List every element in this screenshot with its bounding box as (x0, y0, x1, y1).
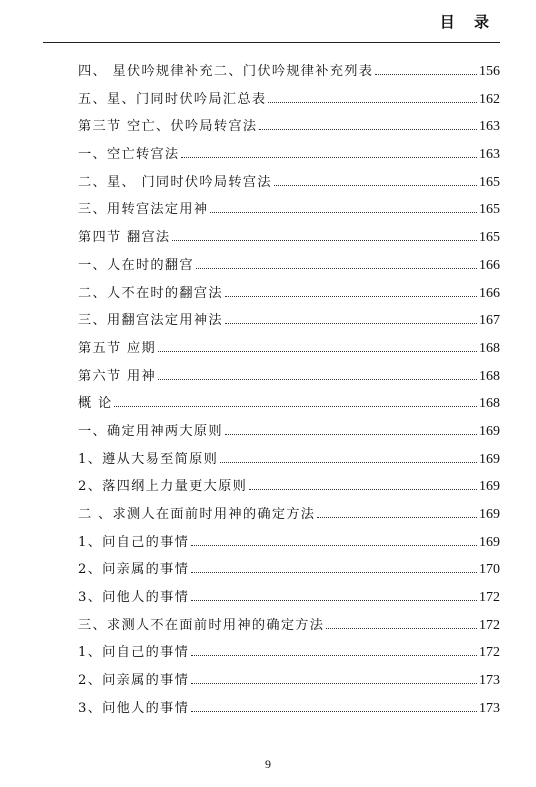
toc-entry-label: 五、星、门同时伏吟局汇总表 (78, 91, 267, 107)
toc-entry[interactable] (78, 641, 500, 669)
toc-dot-leader (181, 157, 477, 158)
toc-dot-leader (274, 185, 477, 186)
toc-entry-label: 二、星、 门同时伏吟局转宫法 (78, 174, 272, 190)
toc-entry[interactable] (78, 309, 500, 337)
toc-entry[interactable] (78, 365, 500, 393)
toc-entry-label: 3、问他人的事情 (78, 590, 190, 606)
toc-entry-page: 173 (479, 673, 500, 689)
toc-entry[interactable] (78, 614, 500, 642)
toc-entry-label: 2、问亲属的事情 (78, 562, 190, 578)
toc-entry[interactable] (78, 282, 500, 310)
toc-entry-page: 172 (479, 645, 500, 661)
toc-entry-page: 172 (479, 617, 500, 633)
toc-entry[interactable] (78, 558, 500, 586)
toc-entry-label: 第三节 空亡、伏吟局转宫法 (78, 119, 258, 135)
toc-entry-label: 2、问亲属的事情 (78, 673, 190, 689)
toc-entry-page: 167 (479, 313, 500, 329)
toc-entry-page: 168 (479, 396, 500, 412)
toc-dot-leader (220, 462, 477, 463)
toc-entry-label: 1、遵从大易至简原则 (78, 451, 219, 467)
toc-entry-page: 169 (479, 423, 500, 439)
toc-dot-leader (259, 129, 477, 130)
toc-dot-leader (158, 351, 477, 352)
toc-entry-page: 172 (479, 590, 500, 606)
toc-entry[interactable] (78, 420, 500, 448)
toc-dot-leader (114, 406, 477, 407)
toc-entry[interactable] (78, 171, 500, 199)
toc-dot-leader (225, 323, 477, 324)
toc-entry[interactable] (78, 60, 500, 88)
toc-entry-page: 168 (479, 340, 500, 356)
toc-entry-page: 170 (479, 562, 500, 578)
toc-entry-label: 三、求测人不在面前时用神的确定方法 (78, 617, 325, 633)
toc-entry-page: 168 (479, 368, 500, 384)
toc-entry-label: 第四节 翻宫法 (78, 230, 171, 246)
toc-entry-page: 162 (479, 91, 500, 107)
header-title: 目 录 (439, 13, 496, 31)
toc-dot-leader (225, 434, 477, 435)
toc-entry-label: 一、空亡转宫法 (78, 147, 180, 163)
toc-dot-leader (191, 683, 477, 684)
header-divider (43, 42, 500, 43)
toc-entry-page: 165 (479, 202, 500, 218)
toc-entry[interactable] (78, 586, 500, 614)
toc-entry[interactable] (78, 115, 500, 143)
toc-dot-leader (326, 628, 477, 629)
toc-entry-page: 163 (479, 147, 500, 163)
toc-entry-label: 四、 星伏吟规律补充二、门伏吟规律补充列表 (78, 64, 374, 79)
toc-entry-label: 二 、求测人在面前时用神的确定方法 (78, 507, 316, 522)
toc-dot-leader (158, 379, 477, 380)
toc-entry-label: 三、用翻宫法定用神法 (78, 313, 223, 329)
toc-entry-label: 第六节 用神 (78, 368, 156, 384)
toc-dot-leader (191, 545, 477, 546)
toc-dot-leader (317, 517, 477, 518)
toc-entry-page: 169 (479, 534, 500, 550)
toc-dot-leader (268, 102, 477, 103)
toc-entry-label: 1、问自己的事情 (78, 645, 190, 661)
toc-dot-leader (225, 296, 477, 297)
toc-dot-leader (172, 240, 477, 241)
toc-entry-label: 三、用转宫法定用神 (78, 202, 209, 218)
toc-entry-page: 173 (479, 700, 500, 716)
toc-entry[interactable] (78, 254, 500, 282)
toc-entry-page: 169 (479, 479, 500, 495)
toc-dot-leader (249, 489, 477, 490)
toc-entry-page: 166 (479, 285, 500, 301)
toc-entry-label: 一、人在时的翻宫 (78, 257, 194, 273)
toc-entry[interactable] (78, 88, 500, 116)
toc-entry[interactable] (78, 198, 500, 226)
toc-entry[interactable] (78, 337, 500, 365)
toc-entry-label: 1、问自己的事情 (78, 534, 190, 550)
toc-entry-label: 一、确定用神两大原则 (78, 423, 223, 439)
toc-dot-leader (191, 711, 477, 712)
toc-entry-page: 165 (479, 230, 500, 246)
toc-entry[interactable] (78, 697, 500, 725)
toc-dot-leader (191, 655, 477, 656)
toc-entry[interactable] (78, 669, 500, 697)
toc-entry[interactable] (78, 448, 500, 476)
table-of-contents (78, 60, 500, 725)
footer-page-number: 9 (265, 757, 271, 771)
toc-entry-page: 165 (479, 174, 500, 190)
toc-entry-page: 169 (479, 507, 500, 522)
toc-entry[interactable] (78, 475, 500, 503)
toc-entry[interactable] (78, 531, 500, 559)
toc-entry-label: 3、问他人的事情 (78, 700, 190, 716)
toc-entry-page: 163 (479, 119, 500, 135)
toc-dot-leader (191, 572, 477, 573)
toc-entry-page: 166 (479, 257, 500, 273)
toc-dot-leader (196, 268, 477, 269)
toc-entry-label: 二、人不在时的翻宫法 (78, 285, 223, 301)
toc-entry[interactable] (78, 503, 500, 531)
toc-dot-leader (191, 600, 477, 601)
toc-dot-leader (210, 212, 477, 213)
toc-entry-page: 169 (479, 451, 500, 467)
toc-entry-page: 156 (479, 64, 500, 79)
toc-entry[interactable] (78, 392, 500, 420)
toc-entry-label: 2、落四纲上力量更大原则 (78, 479, 248, 495)
toc-dot-leader (375, 74, 477, 75)
toc-entry-label: 概 论 (78, 396, 113, 412)
toc-entry[interactable] (78, 226, 500, 254)
toc-entry-label: 第五节 应期 (78, 340, 156, 356)
toc-entry[interactable] (78, 143, 500, 171)
